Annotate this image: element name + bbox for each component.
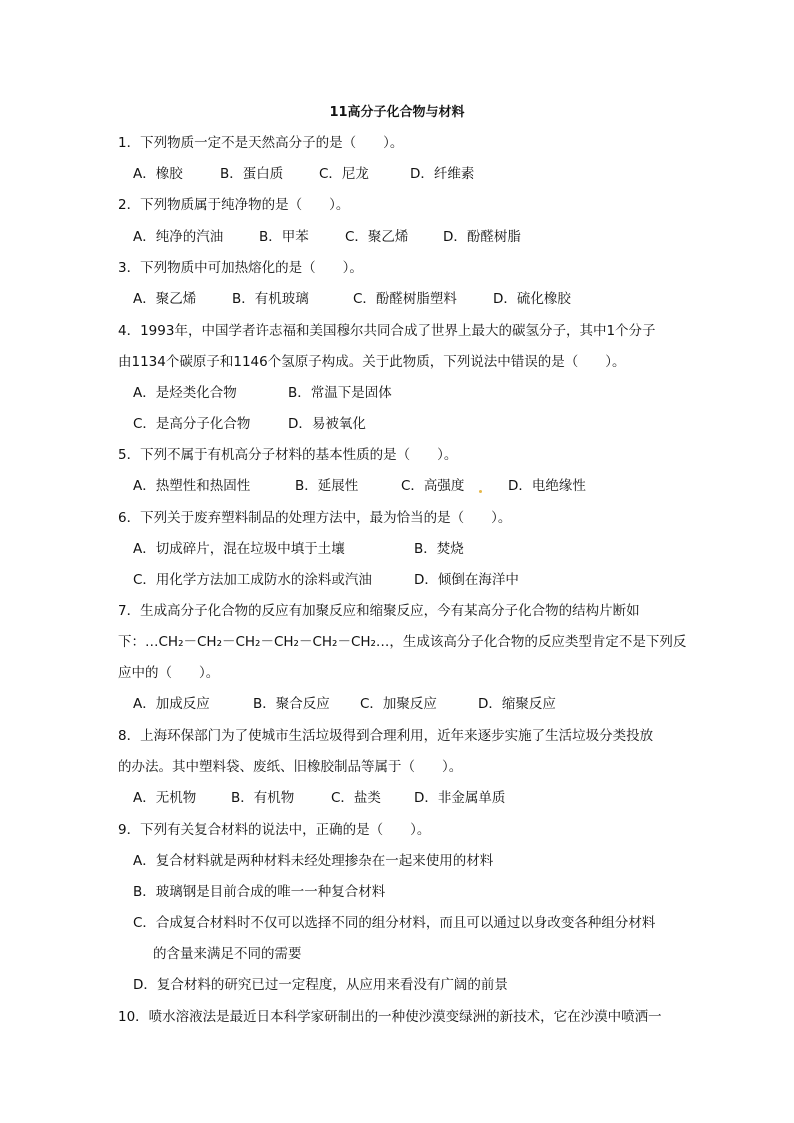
question-7-stem-line-1: 7．生成高分子化合物的反应有加聚反应和缩聚反应，今有某高分子化合物的结构片断如 (118, 603, 640, 619)
q9-option-b: B．玻璃钢是目前合成的唯一一种复合材料 (133, 884, 386, 900)
q3-option-d: D．硫化橡胶 (493, 291, 571, 307)
q6-option-a: A．切成碎片，混在垃圾中填于土壤 (133, 541, 345, 557)
q3-option-c: C．酚醛树脂塑料 (353, 291, 457, 307)
q1-option-d: D．纤维素 (410, 166, 475, 182)
q6-option-d: D．倾倒在海洋中 (414, 572, 519, 588)
q1-option-a: A．橡胶 (133, 166, 183, 182)
question-2-stem: 2．下列物质属于纯净物的是（ ）。 (118, 197, 350, 213)
q8-option-d: D．非金属单质 (414, 790, 506, 806)
q5-option-d: D．电绝缘性 (508, 478, 586, 494)
q8-option-b: B．有机物 (231, 790, 295, 806)
q6-option-c: C．用化学方法加工成防水的涂料或汽油 (133, 572, 372, 588)
question-6-stem: 6．下列关于废弃塑料制品的处理方法中，最为恰当的是（ ）。 (118, 510, 512, 526)
q5-option-b: B．延展性 (295, 478, 359, 494)
question-8-stem-line-2: 的办法。其中塑料袋、废纸、旧橡胶制品等属于（ ）。 (118, 759, 463, 775)
q6-option-b: B．焚烧 (414, 541, 464, 557)
q9-option-c-line-1: C．合成复合材料时不仅可以选择不同的组分材料，而且可以通过以身改变各种组分材料 (133, 915, 656, 931)
question-8-stem-line-1: 8．上海环保部门为了使城市生活垃圾得到合理利用，近年来逐步实施了生活垃圾分类投放 (118, 728, 654, 744)
question-4-stem-line-1: 4．1993年，中国学者许志福和美国穆尔共同合成了世界上最大的碳氢分子，其中1个分子 (118, 323, 656, 339)
q7-option-b: B．聚合反应 (253, 696, 330, 712)
q9-option-c-line-2: 的含量来满足不同的需要 (153, 946, 302, 962)
q9-option-a: A．复合材料就是两种材料未经处理掺杂在一起来使用的材料 (133, 853, 494, 869)
q3-option-a: A．聚乙烯 (133, 291, 197, 307)
stray-mark (479, 490, 482, 493)
question-5-stem: 5．下列不属于有机高分子材料的基本性质的是（ ）。 (118, 447, 458, 463)
q1-option-c: C．尼龙 (319, 166, 369, 182)
q7-option-a: A．加成反应 (133, 696, 210, 712)
question-3-stem: 3．下列物质中可加热熔化的是（ ）。 (118, 260, 363, 276)
q4-option-d: D．易被氧化 (288, 416, 366, 432)
q2-option-c: C．聚乙烯 (345, 229, 409, 245)
q1-option-b: B．蛋白质 (220, 166, 284, 182)
question-7-stem-line-2: 下：…CH₂－CH₂－CH₂－CH₂－CH₂－CH₂…，生成该高分子化合物的反应类型肯定不是下列反 (118, 634, 687, 650)
q2-option-a: A．纯净的汽油 (133, 229, 224, 245)
q7-option-c: C．加聚反应 (360, 696, 437, 712)
q3-option-b: B．有机玻璃 (232, 291, 309, 307)
q4-option-b: B．常温下是固体 (288, 385, 392, 401)
q2-option-d: D．酚醛树脂 (443, 229, 521, 245)
question-4-stem-line-2: 由1134个碳原子和1146个氢原子构成。关于此物质，下列说法中错误的是（ ）。 (118, 354, 626, 370)
question-10-stem: 10．喷水溶液法是最近日本科学家研制出的一种使沙漠变绿洲的新技术，它在沙漠中喷洒一 (118, 1009, 662, 1025)
q4-option-c: C．是高分子化合物 (133, 416, 251, 432)
q2-option-b: B．甲苯 (259, 229, 309, 245)
q8-option-c: C．盐类 (331, 790, 381, 806)
q9-option-d: D．复合材料的研究已过一定程度，从应用来看没有广阔的前景 (133, 977, 508, 993)
q4-option-a: A．是烃类化合物 (133, 385, 237, 401)
q5-option-c: C．高强度 (401, 478, 465, 494)
question-7-stem-line-3: 应中的（ ）。 (118, 665, 220, 681)
q7-option-d: D．缩聚反应 (478, 696, 556, 712)
q8-option-a: A．无机物 (133, 790, 197, 806)
page-title: 11高分子化合物与材料 (329, 105, 465, 120)
question-1-stem: 1．下列物质一定不是天然高分子的是（ ）。 (118, 135, 404, 151)
q5-option-a: A．热塑性和热固性 (133, 478, 251, 494)
question-9-stem: 9．下列有关复合材料的说法中，正确的是（ ）。 (118, 822, 431, 838)
